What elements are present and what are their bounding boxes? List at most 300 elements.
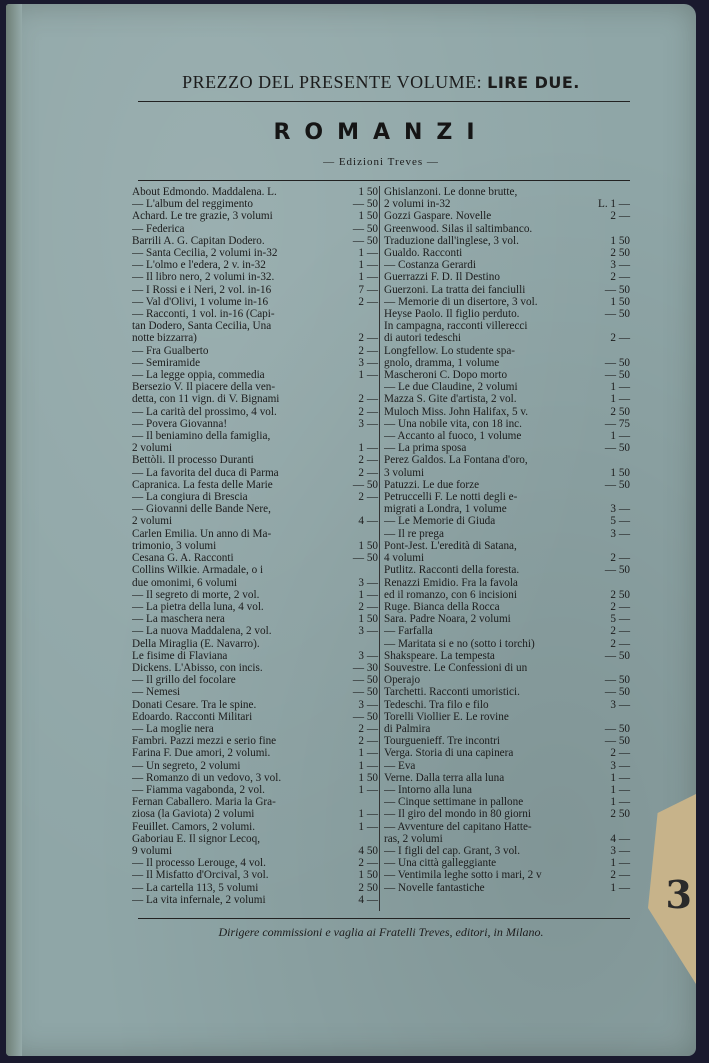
book-entry: [384, 613, 630, 625]
book-entry: [132, 467, 378, 479]
book-entry: [384, 625, 630, 637]
book-entry: [132, 772, 378, 784]
book-entry: [132, 357, 378, 369]
book-title: — La maschera nera: [132, 613, 225, 626]
book-price: 1 50: [358, 210, 378, 223]
book-title: — Povera Giovanna!: [132, 417, 228, 430]
book-price: 1 —: [358, 588, 378, 601]
book-entry: [384, 454, 630, 466]
book-price: 2 —: [358, 491, 378, 504]
book-price: 2 —: [610, 600, 630, 613]
book-price: — 50: [604, 722, 630, 735]
book-entry: [384, 796, 630, 808]
book-price: 1 —: [358, 369, 378, 382]
book-title: tan Dodero, Santa Cecilia, Una: [132, 320, 272, 333]
book-entry: [384, 528, 630, 540]
book-title: — Maritata si e no (sotto i torchi): [384, 637, 535, 650]
edition-label: — Edizioni Treves —: [323, 156, 439, 168]
book-entry: [132, 686, 378, 698]
book-entry: [384, 674, 630, 686]
book-title: Bettòli. Il processo Duranti: [132, 454, 254, 467]
book-title: — Eva: [384, 759, 416, 772]
book-title: Cesana G. A. Racconti: [132, 552, 234, 565]
book-title: Mazza S. Gite d'artista, 2 vol.: [384, 393, 517, 406]
book-title: Sara. Padre Noara, 2 volumi: [384, 613, 511, 626]
book-entry: [384, 845, 630, 857]
list-top-rule: [138, 180, 630, 181]
book-title: migrati a Londra, 1 volume: [384, 503, 507, 516]
book-title: Heyse Paolo. Il figlio perduto.: [384, 308, 520, 321]
book-entry: [132, 235, 378, 247]
book-entry: [132, 869, 378, 881]
book-spine: [6, 4, 22, 1056]
book-title: ed il romanzo, con 6 incisioni: [384, 588, 517, 601]
book-title: Capranica. La festa delle Marie: [132, 478, 273, 491]
book-entry: [384, 686, 630, 698]
book-title: — Il libro nero, 2 volumi in-32.: [132, 271, 275, 284]
book-entry: [384, 235, 630, 247]
book-price: 2 —: [610, 625, 630, 638]
book-price: 3 —: [610, 759, 630, 772]
book-price: — 50: [604, 564, 630, 577]
book-price: — 50: [352, 710, 378, 723]
footer-note: Dirigere commissioni e vaglia ai Fratelli Treves, editori, in Milano.: [218, 925, 544, 939]
book-entry: [132, 540, 378, 552]
book-title: — Le Memorie di Giuda: [384, 515, 496, 528]
book-entry: [132, 430, 378, 442]
book-price: 3 —: [358, 417, 378, 430]
book-price: 2 —: [358, 722, 378, 735]
price-text: PREZZO DEL PRESENTE VOLUME:: [182, 72, 483, 92]
book-price: 2 —: [358, 600, 378, 613]
book-entry: [132, 735, 378, 747]
book-title: Guerzoni. La tratta dei fanciulli: [384, 283, 526, 296]
book-price: 1 —: [610, 881, 630, 894]
book-price: 2 —: [358, 344, 378, 357]
book-entry: [384, 662, 630, 674]
book-entry: [384, 345, 630, 357]
book-title: 2 volumi: [132, 515, 173, 528]
book-price: 2 —: [358, 332, 378, 345]
book-title: Della Miraglia (E. Navarro).: [132, 637, 260, 650]
book-entry: [384, 650, 630, 662]
book-entry: [132, 674, 378, 686]
book-title: Ruge. Bianca della Rocca: [384, 600, 500, 613]
book-title: — La pietra della luna, 4 vol.: [132, 600, 264, 613]
book-entry: [132, 638, 378, 650]
book-entry: [384, 723, 630, 735]
book-title: — La carità del prossimo, 4 vol.: [132, 405, 277, 418]
book-title: — Memorie di un disertore, 3 vol.: [384, 295, 538, 308]
book-title: Petruccelli F. Le notti degli e-: [384, 491, 518, 504]
book-entry: [132, 381, 378, 393]
book-entry: [132, 662, 378, 674]
book-title: — Racconti, 1 vol. in-16 (Capi-: [132, 308, 275, 321]
price-line: [136, 72, 626, 93]
book-title: Longfellow. Lo studente spa-: [384, 344, 516, 357]
book-price: 2 50: [610, 247, 630, 260]
book-price: — 50: [352, 198, 378, 211]
book-title: — Intorno alla luna: [384, 783, 472, 796]
book-title: — La cartella 113, 5 volumi: [132, 881, 259, 894]
book-entry: [384, 479, 630, 491]
book-price: 3 —: [610, 259, 630, 272]
book-entry: [132, 552, 378, 564]
book-price: 1 —: [610, 771, 630, 784]
book-entry: [132, 198, 378, 210]
book-entry: [132, 454, 378, 466]
book-title: Tedeschi. Tra filo e filo: [384, 698, 489, 711]
book-title: — Costanza Gerardi: [384, 259, 476, 272]
book-title: Farina F. Due amori, 2 volumi.: [132, 747, 271, 760]
book-entry: [132, 857, 378, 869]
book-title: — L'olmo e l'edera, 2 v. in-32: [132, 259, 266, 272]
book-title: — Avventure del capitano Hatte-: [384, 820, 532, 833]
book-entry: [384, 699, 630, 711]
book-price: 2 —: [610, 332, 630, 345]
book-price: 7 —: [358, 283, 378, 296]
book-price: 1 50: [610, 466, 630, 479]
book-price: — 50: [352, 234, 378, 247]
book-entry: [384, 442, 630, 454]
book-title: Feuillet. Camors, 2 volumi.: [132, 820, 256, 833]
book-title: Bersezio V. Il piacere della ven-: [132, 381, 276, 394]
book-title: 3 volumi: [384, 466, 425, 479]
book-price: 1 —: [610, 393, 630, 406]
book-price: 1 —: [358, 820, 378, 833]
book-title: Barrili A. G. Capitan Dodero.: [132, 234, 265, 247]
book-entry: [132, 625, 378, 637]
book-price: — 50: [604, 442, 630, 455]
book-price: 2 50: [358, 881, 378, 894]
book-price: 1 —: [358, 247, 378, 260]
book-price: 1 50: [610, 295, 630, 308]
book-title: Putlitz. Racconti della foresta.: [384, 564, 520, 577]
book-entry: [132, 186, 378, 198]
book-title: — La nuova Maddalena, 2 vol.: [132, 625, 272, 638]
book-price: 1 —: [358, 259, 378, 272]
book-entry: [384, 308, 630, 320]
book-entry: [384, 320, 630, 332]
book-title: — Santa Cecilia, 2 volumi in-32: [132, 247, 278, 260]
book-price: 2 50: [610, 405, 630, 418]
book-price: — 50: [604, 283, 630, 296]
book-title: — I figli del cap. Grant, 3 vol.: [384, 844, 521, 857]
book-price: 2 —: [610, 747, 630, 760]
book-entry: [384, 601, 630, 613]
book-entry: [132, 589, 378, 601]
book-price: — 50: [604, 735, 630, 748]
book-price: 3 —: [610, 844, 630, 857]
book-price: — 50: [604, 674, 630, 687]
book-entry: [384, 735, 630, 747]
book-title: Gaboriau E. Il signor Lecoq,: [132, 832, 260, 845]
book-entry: [384, 198, 630, 210]
book-title: Donati Cesare. Tra le spine.: [132, 698, 257, 711]
book-price: 3 —: [610, 698, 630, 711]
book-title: 2 volumi: [132, 442, 173, 455]
book-price: 5 —: [610, 515, 630, 528]
book-entry: [384, 540, 630, 552]
book-price: 4 —: [358, 893, 378, 906]
book-entry: [384, 833, 630, 845]
book-entry: [384, 772, 630, 784]
book-entry: [132, 577, 378, 589]
book-title: — Novelle fantastiche: [384, 881, 485, 894]
book-price: 5 —: [610, 613, 630, 626]
price-value: LIRE DUE.: [487, 73, 580, 92]
book-entry: [132, 699, 378, 711]
book-title: — Semiramide: [132, 356, 201, 369]
book-price: 1 —: [358, 442, 378, 455]
book-entry: [384, 589, 630, 601]
book-price: 2 50: [610, 588, 630, 601]
book-title: — Cinque settimane in pallone: [384, 796, 524, 809]
book-entry: [132, 845, 378, 857]
book-title: detta, con 11 vign. di V. Bignami: [132, 393, 280, 406]
book-title: — L'album del reggimento: [132, 198, 254, 211]
book-entry: [384, 711, 630, 723]
book-entry: [384, 186, 630, 198]
book-entry: [132, 760, 378, 772]
book-price: 2 50: [610, 808, 630, 821]
book-price: 1 —: [610, 381, 630, 394]
book-title: — La moglie nera: [132, 722, 214, 735]
book-title: Guerrazzi F. D. Il Destino: [384, 271, 500, 284]
book-price: 2 —: [610, 271, 630, 284]
book-price: — 50: [352, 552, 378, 565]
book-entry: [132, 296, 378, 308]
book-price: 3 —: [610, 527, 630, 540]
book-entry: [384, 393, 630, 405]
book-entry: [132, 564, 378, 576]
book-price: — 50: [352, 674, 378, 687]
book-title: — Ventimila leghe sotto i mari, 2 v: [384, 869, 542, 882]
book-price: 1 50: [610, 234, 630, 247]
book-entry: [132, 259, 378, 271]
book-title: — Una città galleggiante: [384, 857, 497, 870]
book-title: — La legge oppia, commedia: [132, 369, 265, 382]
book-price: 2 —: [358, 857, 378, 870]
book-entry: [384, 467, 630, 479]
book-price: 3 —: [358, 649, 378, 662]
book-price: 2 —: [358, 393, 378, 406]
book-price: 1 —: [610, 857, 630, 870]
book-price: 2 —: [610, 552, 630, 565]
book-price: 2 —: [358, 466, 378, 479]
column-divider: [379, 186, 380, 911]
book-price: 1 —: [358, 747, 378, 760]
book-entry: [132, 284, 378, 296]
book-title: Perez Galdos. La Fontana d'oro,: [384, 454, 528, 467]
book-entry: [384, 381, 630, 393]
book-entry: [384, 760, 630, 772]
book-entry: [132, 650, 378, 662]
book-entry: [384, 869, 630, 881]
book-title: Operajo: [384, 674, 421, 687]
book-entry: [132, 308, 378, 320]
book-price: 2 —: [358, 454, 378, 467]
top-rule: [138, 101, 630, 102]
book-entry: [132, 223, 378, 235]
book-title: 9 volumi: [132, 844, 173, 857]
book-entry: [384, 357, 630, 369]
book-entry: [132, 882, 378, 894]
right-book-list: [384, 186, 630, 894]
book-title: — Romanzo di un vedovo, 3 vol.: [132, 771, 282, 784]
book-entry: [384, 503, 630, 515]
book-entry: [384, 247, 630, 259]
book-title: — I Rossi e i Neri, 2 vol. in-16: [132, 283, 272, 296]
book-entry: [132, 479, 378, 491]
book-title: Verne. Dalla terra alla luna: [384, 771, 505, 784]
book-entry: [384, 564, 630, 576]
book-price: — 50: [604, 356, 630, 369]
book-price: 1 —: [358, 783, 378, 796]
book-entry: [384, 857, 630, 869]
book-price: — 50: [604, 686, 630, 699]
book-title: — La favorita del duca di Parma: [132, 466, 279, 479]
book-price: — 50: [604, 478, 630, 491]
book-price: — 30: [352, 661, 378, 674]
book-entry: [132, 747, 378, 759]
section-title: ROMANZI: [273, 120, 489, 145]
book-title: Renazzi Emidio. Fra la favola: [384, 576, 518, 589]
book-title: di Palmira: [384, 722, 431, 735]
book-title: Mascheroni C. Dopo morto: [384, 369, 508, 382]
book-price: 1 —: [358, 759, 378, 772]
book-title: — La congiura di Brescia: [132, 491, 248, 504]
book-entry: [384, 638, 630, 650]
book-entry: [132, 332, 378, 344]
book-entry: [384, 418, 630, 430]
book-price: — 75: [604, 417, 630, 430]
book-entry: [132, 491, 378, 503]
book-title: Ghislanzoni. Le donne brutte,: [384, 186, 518, 198]
book-title: — Il segreto di morte, 2 vol.: [132, 588, 260, 601]
book-price: 1 —: [610, 783, 630, 796]
book-entry: [132, 442, 378, 454]
book-title: — Il re prega: [384, 527, 444, 540]
book-back-cover: [6, 4, 696, 1056]
book-title: — La vita infernale, 2 volumi: [132, 893, 266, 906]
book-title: — Accanto al fuoco, 1 volume: [384, 430, 522, 443]
book-title: — Nemesi: [132, 686, 181, 699]
book-entry: [384, 430, 630, 442]
book-price: 3 —: [358, 625, 378, 638]
book-entry: [384, 515, 630, 527]
book-title: Tourguenieff. Tre incontri: [384, 735, 500, 748]
book-title: Dickens. L'Abisso, con incis.: [132, 661, 263, 674]
book-price: — 50: [604, 649, 630, 662]
book-price: 2 —: [358, 295, 378, 308]
book-price: 4 —: [610, 832, 630, 845]
book-title: Shakspeare. La tempesta: [384, 649, 495, 662]
book-title: Traduzione dall'inglese, 3 vol.: [384, 234, 519, 247]
book-entry: [384, 821, 630, 833]
book-price: L. 1 —: [597, 198, 630, 211]
book-entry: [384, 296, 630, 308]
book-title: ziosa (la Gaviota) 2 volumi: [132, 808, 255, 821]
book-price: 3 —: [358, 698, 378, 711]
book-entry: [132, 613, 378, 625]
book-title: Muloch Miss. John Halifax, 5 v.: [384, 405, 529, 418]
book-title: — Federica: [132, 222, 185, 235]
book-title: — Il giro del mondo in 80 giorni: [384, 808, 531, 821]
book-entry: [384, 577, 630, 589]
book-title: — Val d'Olivi, 1 volume in-16: [132, 295, 269, 308]
book-title: Edoardo. Racconti Militari: [132, 710, 253, 723]
book-entry: [384, 259, 630, 271]
book-price: 1 50: [358, 186, 378, 198]
book-price: 4 —: [358, 515, 378, 528]
book-entry: [132, 247, 378, 259]
book-title: Verga. Storia di una capinera: [384, 747, 514, 760]
book-entry: [132, 418, 378, 430]
book-entry: [384, 552, 630, 564]
book-entry: [132, 503, 378, 515]
book-title: gnolo, dramma, 1 volume: [384, 356, 500, 369]
book-price: 1 —: [358, 271, 378, 284]
book-price: 1 50: [358, 771, 378, 784]
book-title: — Il beniamino della famiglia,: [132, 430, 271, 443]
left-book-list: [132, 186, 378, 906]
book-title: Souvestre. Le Confessioni di un: [384, 661, 528, 674]
book-entry: [384, 882, 630, 894]
book-title: Fernan Caballero. Maria la Gra-: [132, 796, 276, 809]
book-title: About Edmondo. Maddalena. L.: [132, 186, 277, 198]
book-title: In campagna, racconti villerecci: [384, 320, 528, 333]
book-price: 1 50: [358, 613, 378, 626]
book-price: 2 —: [610, 637, 630, 650]
book-entry: [132, 833, 378, 845]
book-title: ras, 2 volumi: [384, 832, 443, 845]
book-entry: [132, 711, 378, 723]
book-title: — Giovanni delle Bande Nere,: [132, 503, 271, 516]
book-entry: [132, 320, 378, 332]
book-entry: [132, 406, 378, 418]
book-entry: [384, 747, 630, 759]
book-entry: [132, 784, 378, 796]
book-title: Tarchetti. Racconti umoristici.: [384, 686, 520, 699]
book-price: 2 —: [358, 405, 378, 418]
book-price: 1 50: [358, 539, 378, 552]
book-title: — Una nobile vita, con 18 inc.: [384, 417, 522, 430]
book-price: 2 —: [358, 735, 378, 748]
book-title: 4 volumi: [384, 552, 425, 565]
book-price: — 50: [352, 222, 378, 235]
book-price: 1 —: [358, 808, 378, 821]
book-title: — Fiamma vagabonda, 2 vol.: [132, 783, 265, 796]
book-title: Collins Wilkie. Armadale, o i: [132, 564, 264, 577]
book-entry: [132, 894, 378, 906]
book-title: — Il processo Lerouge, 4 vol.: [132, 857, 266, 870]
book-entry: [384, 210, 630, 222]
book-price: 1 —: [610, 796, 630, 809]
book-entry: [384, 808, 630, 820]
book-title: — Il grillo del focolare: [132, 674, 236, 687]
book-price: 1 50: [358, 869, 378, 882]
book-entry: [132, 369, 378, 381]
book-title: Torelli Viollier E. Le rovine: [384, 710, 509, 723]
book-entry: [132, 528, 378, 540]
list-bottom-rule: [138, 918, 630, 919]
book-entry: [384, 284, 630, 296]
book-price: — 50: [352, 478, 378, 491]
book-title: Pont-Jest. L'eredità di Satana,: [384, 539, 517, 552]
book-title: di autori tedeschi: [384, 332, 462, 345]
book-entry: [132, 515, 378, 527]
